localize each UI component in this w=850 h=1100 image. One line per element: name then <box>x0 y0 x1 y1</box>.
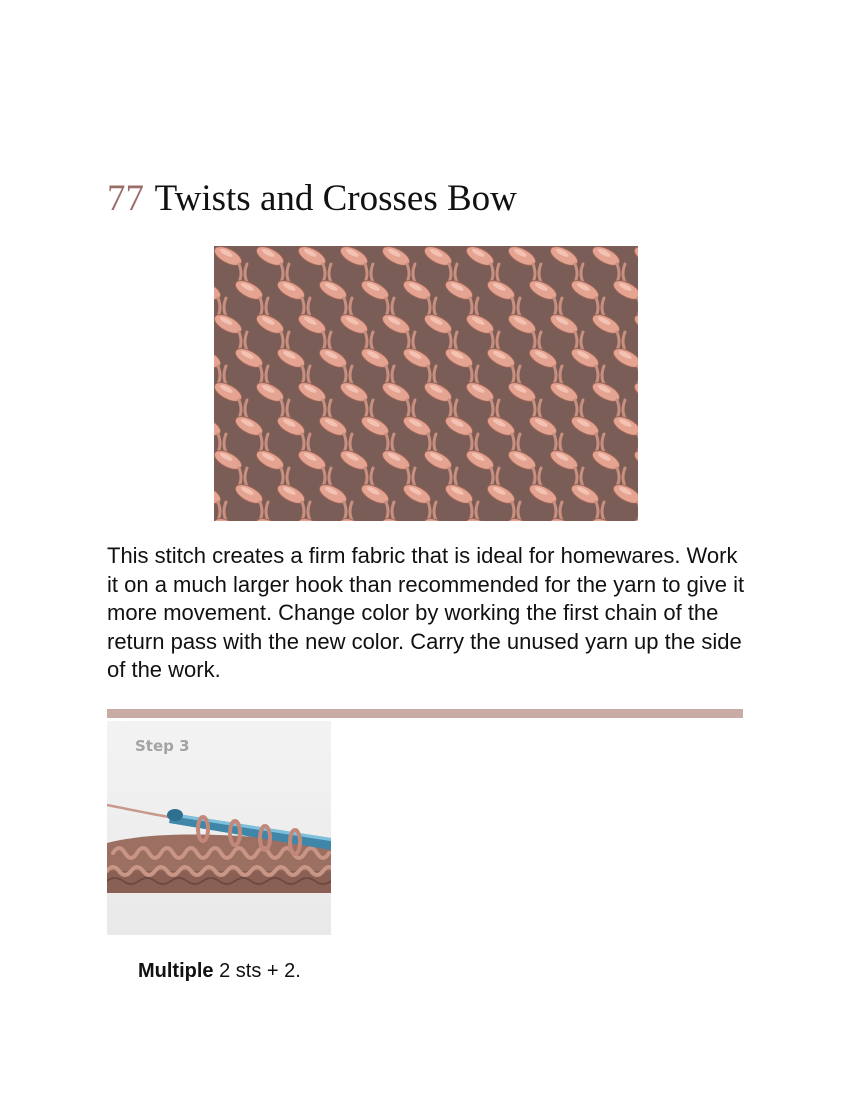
pattern-title: Twists and Crosses Bow <box>154 178 517 219</box>
step-photo <box>107 721 331 935</box>
section-divider <box>107 709 743 718</box>
multiple-value: 2 sts + 2. <box>213 960 301 982</box>
stitch-swatch-photo <box>214 246 638 521</box>
step-label: Step 3 <box>135 737 190 755</box>
crochet-swatch-icon <box>214 246 638 521</box>
page-title <box>107 176 517 222</box>
multiple-label: Multiple <box>138 960 214 982</box>
multiple-line <box>138 959 301 983</box>
pattern-description: This stitch creates a firm fabric that is ideal for homewares. Work it on a much larger hook than recommended for the yarn to give it more movement. Change color by working the first chain of the return pass with the new color. Carry the unused yarn up the side of the work. <box>107 543 745 682</box>
pattern-number: 77 <box>107 178 144 219</box>
